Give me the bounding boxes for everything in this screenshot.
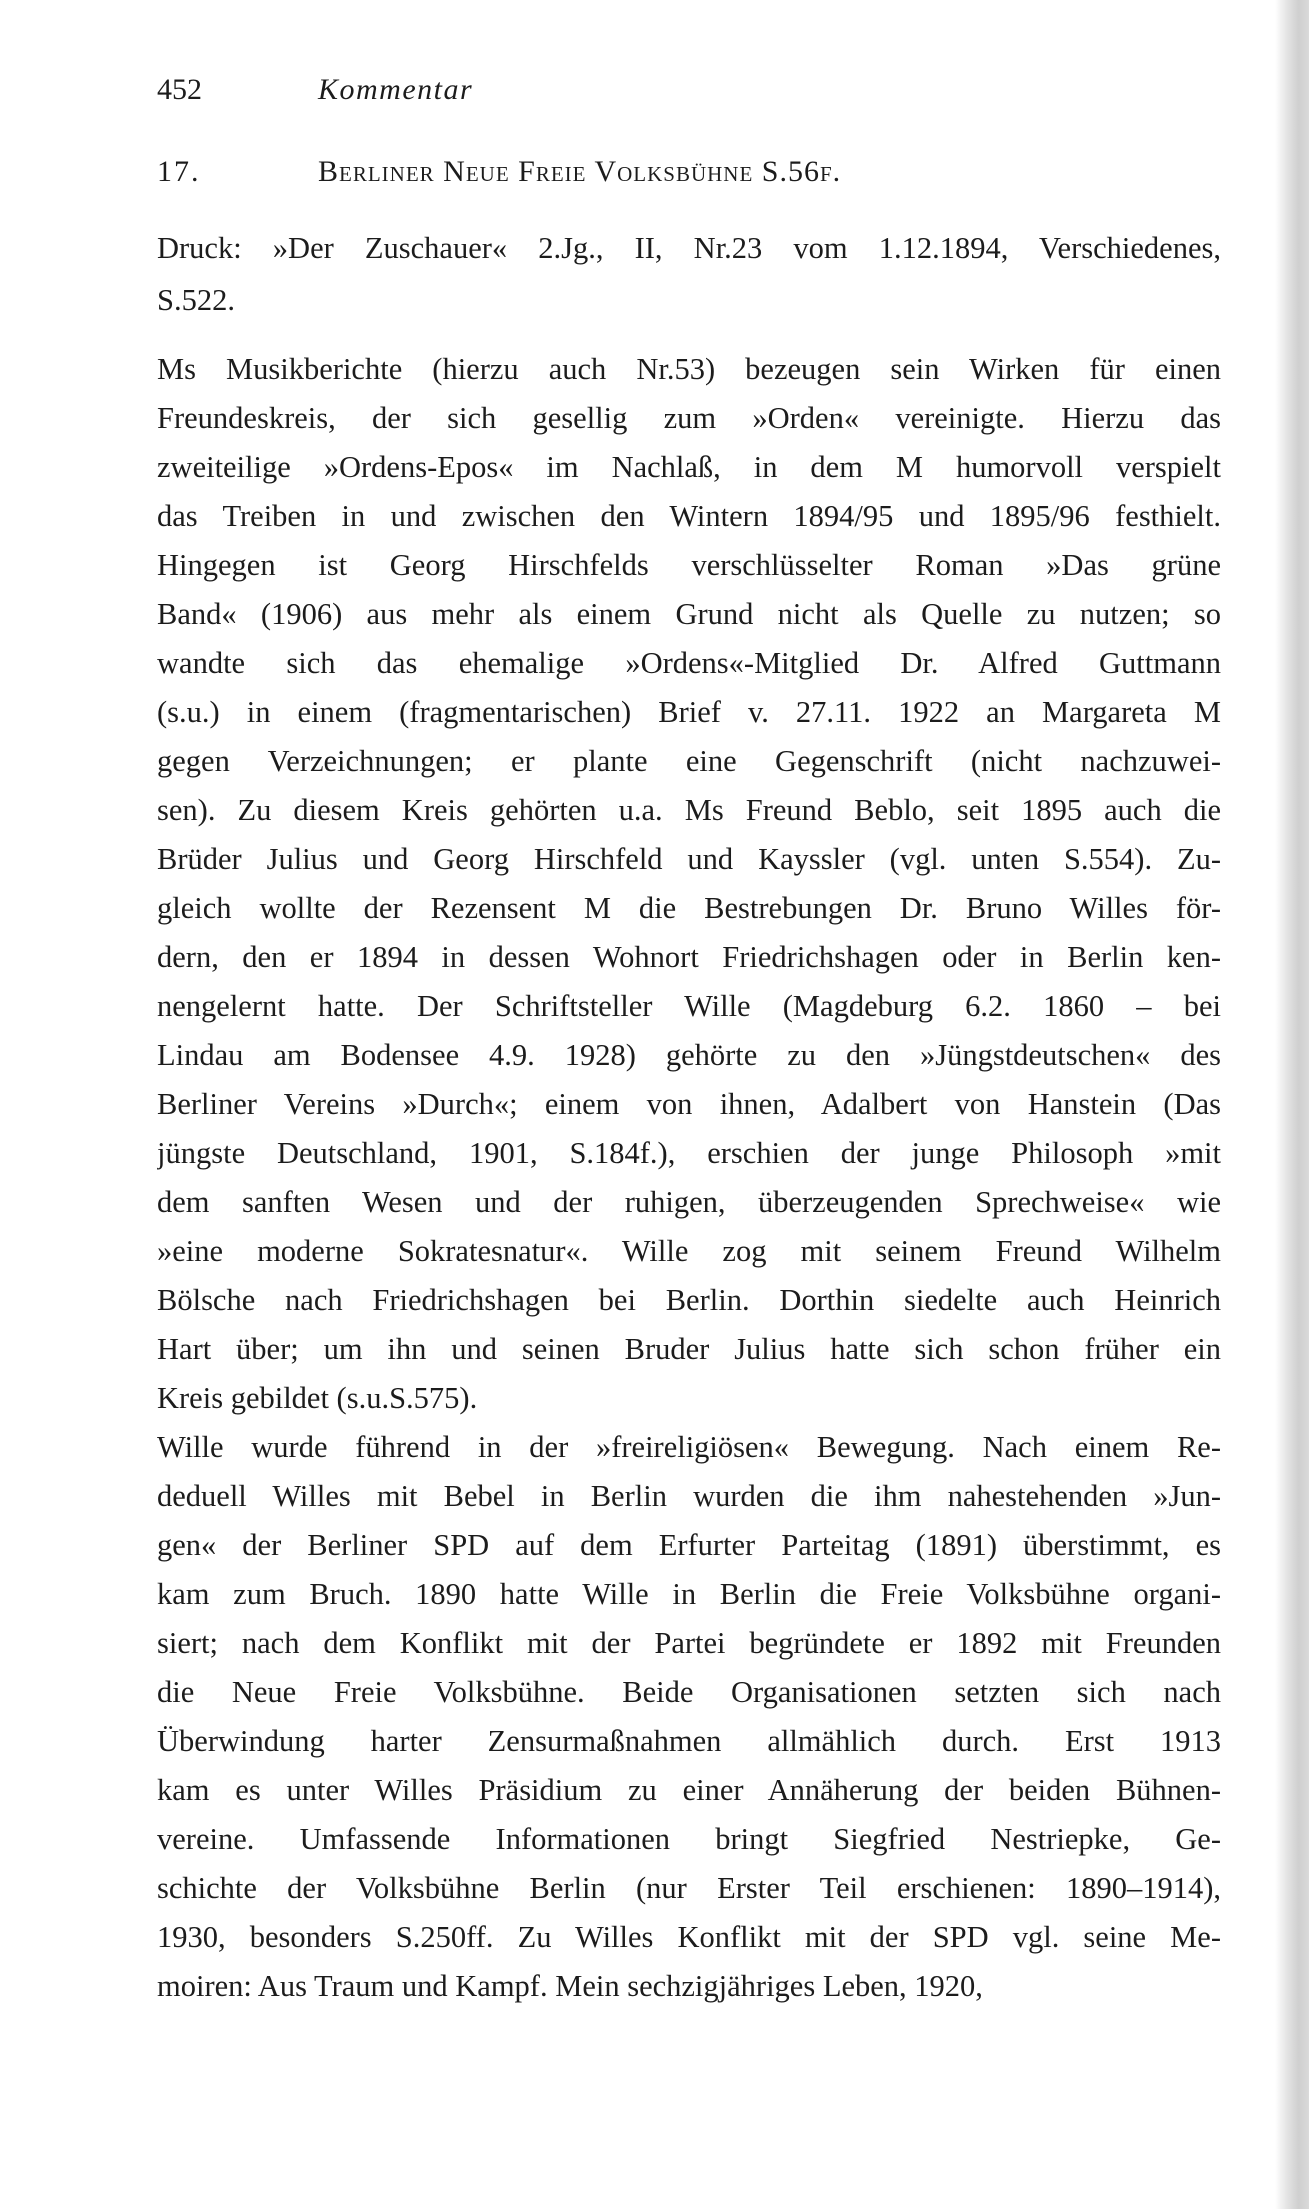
- text-line: deduell Willes mit Bebel in Berlin wurden die ihm nahestehenden »Jun-: [157, 1479, 1221, 1513]
- text-line: das Treiben in und zwischen den Wintern 1894/95 und 1895/96 festhielt.: [157, 499, 1221, 533]
- print-source-line: S.522.: [157, 283, 235, 317]
- text-line: Band« (1906) aus mehr als einem Grund nicht als Quelle zu nutzen; so: [157, 597, 1221, 631]
- text-line: dem sanften Wesen und der ruhigen, überzeugenden Sprechweise« wie: [157, 1185, 1221, 1219]
- running-head: Kommentar: [318, 73, 474, 106]
- text-line: Ms Musikberichte (hierzu auch Nr.53) bezeugen sein Wirken für einen: [157, 352, 1221, 386]
- text-line: Hingegen ist Georg Hirschfelds verschlüsselter Roman »Das grüne: [157, 548, 1221, 582]
- text-line: gleich wollte der Rezensent M die Bestrebungen Dr. Bruno Willes för-: [157, 891, 1221, 925]
- text-line: schichte der Volksbühne Berlin (nur Erster Teil erschienen: 1890–1914),: [157, 1871, 1221, 1905]
- page-edge-shadow: [1275, 0, 1309, 2209]
- text-line: Berliner Vereins »Durch«; einem von ihnen, Adalbert von Hanstein (Das: [157, 1087, 1221, 1121]
- entry-number: 17.: [157, 155, 201, 188]
- text-line: dern, den er 1894 in dessen Wohnort Friedrichshagen oder in Berlin ken-: [157, 940, 1221, 974]
- text-line: kam es unter Willes Präsidium zu einer Annäherung der beiden Bühnen-: [157, 1773, 1221, 1807]
- text-line: kam zum Bruch. 1890 hatte Wille in Berlin die Freie Volksbühne organi-: [157, 1577, 1221, 1611]
- print-source-line: Druck: »Der Zuschauer« 2.Jg., II, Nr.23 vom 1.12.1894, Verschiedenes,: [157, 231, 1221, 265]
- text-line: gen« der Berliner SPD auf dem Erfurter Parteitag (1891) überstimmt, es: [157, 1528, 1221, 1562]
- text-line: wandte sich das ehemalige »Ordens«-Mitglied Dr. Alfred Guttmann: [157, 646, 1221, 680]
- print-source-note: [157, 222, 1221, 326]
- text-line: »eine moderne Sokratesnatur«. Wille zog mit seinem Freund Wilhelm: [157, 1234, 1221, 1268]
- text-line: nengelernt hatte. Der Schriftsteller Wille (Magdeburg 6.2. 1860 – bei: [157, 989, 1221, 1023]
- text-line: gegen Verzeichnungen; er plante eine Gegenschrift (nicht nachzuwei-: [157, 744, 1221, 778]
- text-line: Hart über; um ihn und seinen Bruder Julius hatte sich schon früher ein: [157, 1332, 1221, 1366]
- text-line: (s.u.) in einem (fragmentarischen) Brief v. 27.11. 1922 an Margareta M: [157, 695, 1221, 729]
- text-line: Überwindung harter Zensurmaßnahmen allmählich durch. Erst 1913: [157, 1724, 1221, 1758]
- text-line: jüngste Deutschland, 1901, S.184f.), erschien der junge Philosoph »mit: [157, 1136, 1221, 1170]
- text-line: sen). Zu diesem Kreis gehörten u.a. Ms Freund Beblo, seit 1895 auch die: [157, 793, 1221, 827]
- text-line: vereine. Umfassende Informationen bringt Siegfried Nestriepke, Ge-: [157, 1822, 1221, 1856]
- text-line: moiren: Aus Traum und Kampf. Mein sechzigjähriges Leben, 1920,: [157, 1969, 983, 2003]
- text-line: siert; nach dem Konflikt mit der Partei begründete er 1892 mit Freunden: [157, 1626, 1221, 1660]
- text-line: zweiteilige »Ordens-Epos« im Nachlaß, in dem M humorvoll verspielt: [157, 450, 1221, 484]
- text-line: Lindau am Bodensee 4.9. 1928) gehörte zu den »Jüngstdeutschen« des: [157, 1038, 1221, 1072]
- text-line: Freundeskreis, der sich gesellig zum »Orden« vereinigte. Hierzu das: [157, 401, 1221, 435]
- text-line: 1930, besonders S.250ff. Zu Willes Konflikt mit der SPD vgl. seine Me-: [157, 1920, 1221, 1954]
- entry-title: Berliner Neue Freie Volksbühne S.56f.: [318, 155, 842, 188]
- text-line: Brüder Julius und Georg Hirschfeld und Kayssler (vgl. unten S.554). Zu-: [157, 842, 1221, 876]
- text-line: Bölsche nach Friedrichshagen bei Berlin. Dorthin siedelte auch Heinrich: [157, 1283, 1221, 1317]
- commentary-body: [157, 345, 1221, 2011]
- text-line: Wille wurde führend in der »freireligiösen« Bewegung. Nach einem Re-: [157, 1430, 1221, 1464]
- page-number: 452: [157, 73, 202, 106]
- text-line: die Neue Freie Volksbühne. Beide Organisationen setzten sich nach: [157, 1675, 1221, 1709]
- text-line: Kreis gebildet (s.u.S.575).: [157, 1381, 478, 1415]
